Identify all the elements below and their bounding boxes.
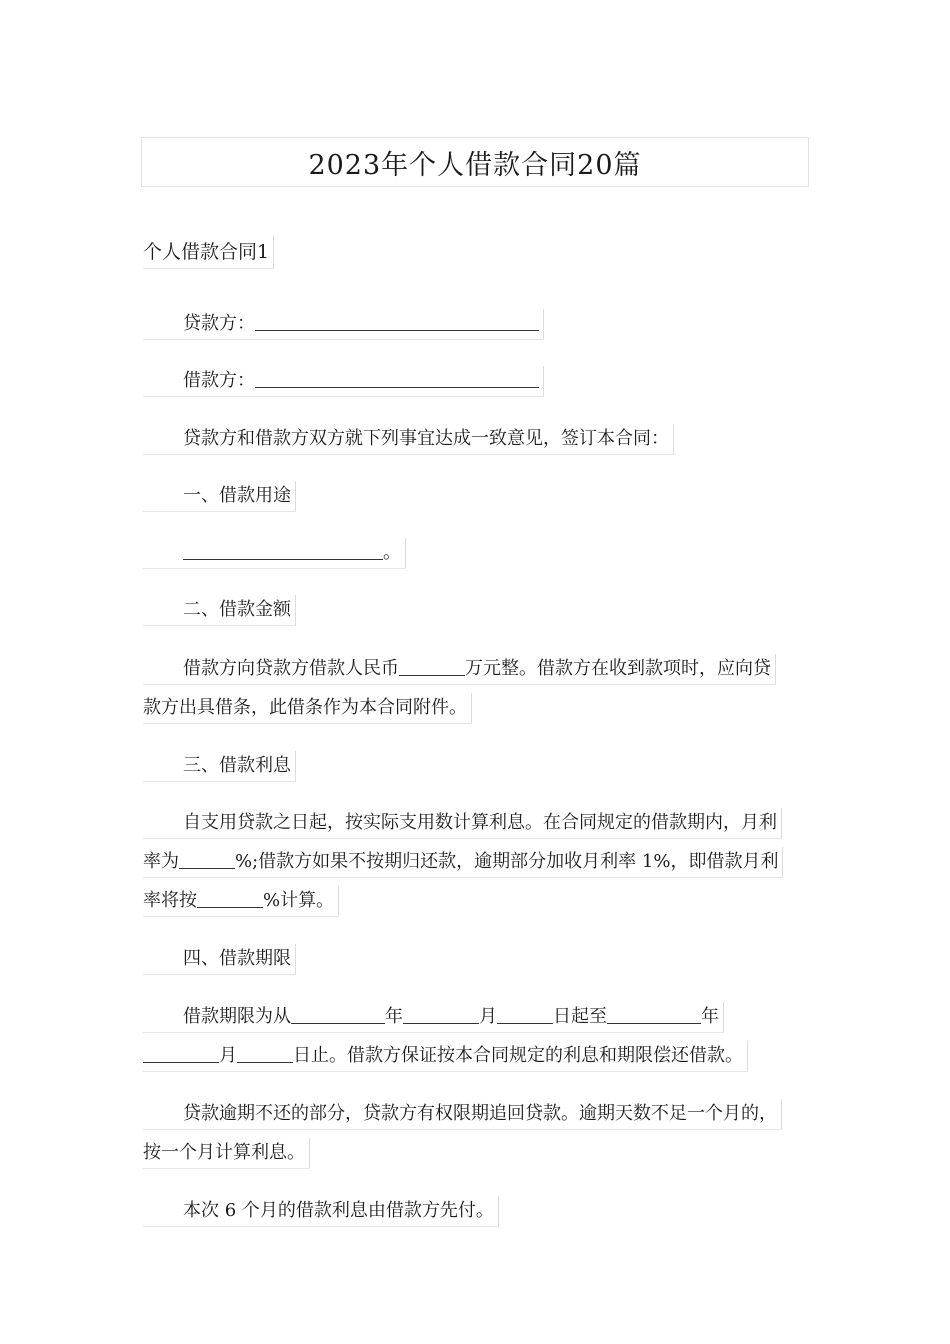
amount-line-2: [143, 693, 472, 724]
amount-line-1: [143, 654, 776, 685]
interest-text-c1: 率将按: [143, 890, 197, 911]
start-year-label: 年: [385, 1006, 403, 1027]
borrower-label: 借款方：: [183, 370, 255, 391]
amount-text-b: 万元整。借款方在收到款项时，应向贷: [465, 658, 771, 679]
end-day-blank: [237, 1042, 293, 1063]
borrower-blank: [255, 367, 539, 388]
prepay-text: 本次 6 个月的借款利息由借款方先付。: [183, 1200, 494, 1221]
end-month-blank: [143, 1042, 219, 1063]
intro-text: 贷款方和借款方双方就下列事宜达成一致意见，签订本合同：: [183, 428, 669, 449]
rate-blank: [179, 848, 235, 869]
start-year-blank: [291, 1003, 385, 1024]
term-text-a: 借款期限为从: [183, 1006, 291, 1027]
term-line-2: [143, 1041, 748, 1072]
term-text-end: 日止。借款方保证按本合同规定的利息和期限偿还借款。: [293, 1045, 743, 1066]
overdue-rate-blank: [197, 887, 263, 908]
end-month-label: 月: [219, 1045, 237, 1066]
section-3-heading: 三、借款利息: [143, 751, 296, 782]
purpose-end: 。: [383, 542, 401, 563]
overdue-line-2: [143, 1138, 310, 1169]
section-1-heading: 一、借款用途: [143, 481, 296, 512]
amount-text-a: 借款方向贷款方借款人民币: [183, 658, 399, 679]
start-day-blank: [497, 1003, 553, 1024]
purpose-line: [143, 538, 406, 569]
start-month-blank: [403, 1003, 479, 1024]
lender-line: [143, 309, 544, 340]
interest-line-3: [143, 886, 339, 917]
amount-blank: [399, 655, 465, 676]
title-box: [141, 137, 809, 187]
lender-blank: [255, 310, 539, 331]
end-year-blank: [607, 1003, 701, 1024]
interest-text-a: 自支用贷款之日起，按实际支用数计算利息。在合同规定的借款期内，月利: [183, 812, 777, 833]
overdue-text-a: 贷款逾期不还的部分，贷款方有权限期追回贷款。逾期天数不足一个月的，: [183, 1103, 777, 1124]
borrower-line: [143, 366, 544, 397]
overdue-line-1: [143, 1099, 782, 1130]
lender-label: 贷款方：: [183, 313, 255, 334]
interest-line-1: [143, 808, 782, 839]
purpose-blank: [183, 539, 383, 560]
interest-line-2: [143, 847, 783, 878]
intro-line: [143, 424, 674, 455]
term-line-1: [143, 1002, 724, 1033]
interest-text-c2: %计算。: [263, 890, 335, 911]
amount-text-c: 款方出具借条，此借条作为本合同附件。: [143, 697, 467, 718]
start-day-label: 日起至: [553, 1006, 607, 1027]
interest-text-b1: 率为: [143, 851, 179, 872]
start-month-label: 月: [479, 1006, 497, 1027]
interest-text-b2: %;借款方如果不按期归还款，逾期部分加收月利率 1%，即借款月利: [235, 851, 779, 872]
prepay-line: [143, 1196, 499, 1227]
document-title: 2023年个人借款合同20篇: [308, 149, 642, 181]
overdue-text-b: 按一个月计算利息。: [143, 1142, 305, 1163]
section-2-heading: 二、借款金额: [143, 595, 296, 626]
section-title: 个人借款合同1: [143, 236, 274, 269]
end-year-label: 年: [701, 1006, 719, 1027]
section-4-heading: 四、借款期限: [143, 944, 296, 975]
